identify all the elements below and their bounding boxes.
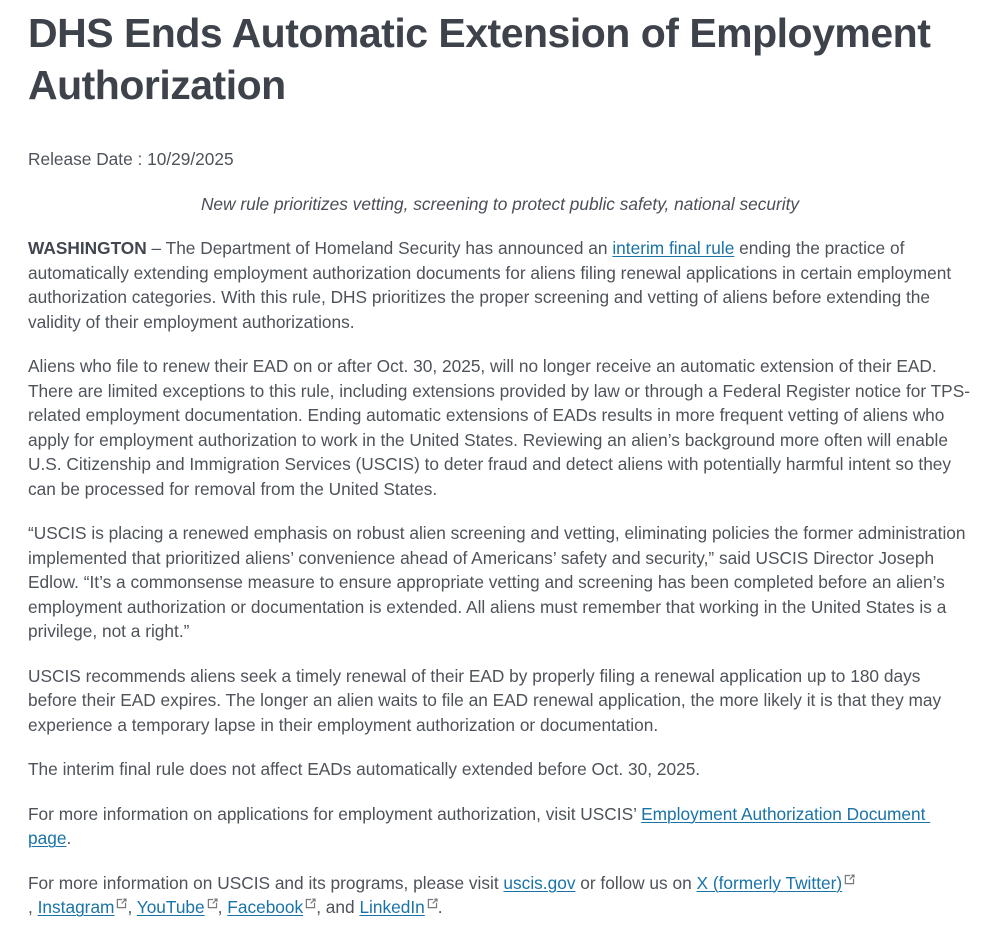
paragraph-director-quote: “USCIS is placing a renewed emphasis on robust alien screening and vetting, eliminating policies the former administration implemented that prioritized aliens’ convenience ahead of Americans’ safety and security,” said USCIS Director Joseph Edlow. “It’s a commonsense measure to ensure appropriate vetting and screening has been completed before an alien’s employment authorization or documentation is extended. All aliens must remember that working in the United States is a privilege, not a right.” bbox=[28, 523, 966, 642]
link-label: LinkedIn bbox=[359, 897, 425, 918]
paragraph-text: or follow us on bbox=[575, 872, 697, 893]
paragraph-more-info-uscis bbox=[28, 871, 972, 920]
link-label: YouTube bbox=[136, 897, 205, 918]
paragraph-text: . bbox=[437, 897, 443, 918]
paragraph-text: . bbox=[66, 828, 72, 849]
uscis-gov-link[interactable]: uscis.gov bbox=[503, 872, 576, 893]
external-link-icon bbox=[305, 898, 316, 909]
external-link-icon bbox=[116, 898, 127, 909]
paragraph-text: – The Department of Homeland Security has announced an bbox=[146, 238, 613, 259]
interim-final-rule-link[interactable]: interim final rule bbox=[612, 238, 735, 259]
paragraph-text: For more information on USCIS and its programs, please visit bbox=[28, 872, 504, 893]
paragraph-timely-renewal: USCIS recommends aliens seek a timely renewal of their EAD by properly filing a renewal application up to 180 days before their EAD expires. The longer an alien waits to file an EAD renewal application, the more likely it is that they may experience a temporary lapse in their employment authorization or documentation. bbox=[28, 665, 942, 735]
instagram-link[interactable] bbox=[38, 897, 115, 917]
paragraph-rule-effect: The interim final rule does not affect EADs automatically extended before Oct. 30, 2025. bbox=[28, 759, 701, 780]
youtube-link[interactable] bbox=[137, 897, 205, 917]
link-label: X (formerly Twitter) bbox=[696, 872, 843, 893]
paragraph-text: , and bbox=[316, 897, 360, 918]
paragraph-more-info-ead bbox=[28, 802, 972, 851]
linkedin-link[interactable] bbox=[359, 897, 424, 917]
x-twitter-link[interactable] bbox=[697, 873, 843, 893]
paragraph-text: , bbox=[28, 897, 38, 918]
external-link-icon bbox=[207, 898, 218, 909]
facebook-link[interactable] bbox=[227, 897, 303, 917]
external-link-icon bbox=[427, 898, 438, 909]
paragraph-text: ending the practice of automatically extending employment authorization documents for aliens filing renewal applications in certain employment authorization categories. With this rule, DHS prioritizes the proper screening and vetting of aliens before extending the validity of their employment authorizations. bbox=[28, 238, 956, 332]
dateline: WASHINGTON bbox=[28, 238, 147, 259]
employment-authorization-document-page-link[interactable]: Employment Authorization Document page bbox=[28, 803, 931, 849]
link-label: Instagram bbox=[37, 897, 115, 918]
subtitle: New rule prioritizes vetting, screening to protect public safety, national security bbox=[200, 193, 800, 214]
paragraph-announcement bbox=[28, 236, 972, 334]
release-date: Release Date : 10/29/2025 bbox=[28, 149, 234, 170]
page-title: DHS Ends Automatic Extension of Employment Authorization bbox=[28, 10, 931, 108]
paragraph-text: For more information on applications for employment authorization, visit USCIS’ bbox=[28, 803, 642, 824]
link-label: Facebook bbox=[227, 897, 304, 918]
external-link-icon bbox=[844, 874, 855, 885]
paragraph-ead-renewal: Aliens who file to renew their EAD on or after Oct. 30, 2025, will no longer receive an automatic extension of their EAD. There are limited exceptions to this rule, including extensions provided by law or through a Federal Register notice for TPS-related employment documentation. Ending automatic extensions of EADs results in more frequent vetting of aliens who apply for employment authorization to work in the United States. Reviewing an alien’s background more often will enable U.S. Citizenship and Immigration Services (USCIS) to deter fraud and detect aliens with potentially harmful intent so they can be processed for removal from the United States. bbox=[28, 356, 970, 499]
paragraph-text: , bbox=[127, 897, 137, 918]
paragraph-text: , bbox=[217, 897, 228, 918]
